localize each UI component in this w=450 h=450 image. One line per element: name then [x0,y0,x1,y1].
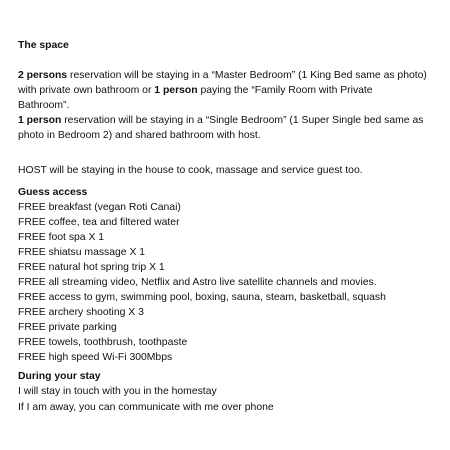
space-paragraph-1-line-3: Bathroom”. [18,100,70,111]
space-heading: The space [18,40,69,51]
guest-access-item: FREE breakfast (vegan Roti Canai) [18,202,181,213]
guest-access-item: FREE foot spa X 1 [18,232,105,243]
guest-access-item: FREE high speed Wi-Fi 300Mbps [18,352,173,363]
guest-access-item: FREE access to gym, swimming pool, boxing, sauna, steam, basketball, squash [18,292,386,303]
one-person-bold: 1 person [154,85,198,96]
space-paragraph-2-line-1 [18,114,423,127]
guest-access-item: FREE natural hot spring trip X 1 [18,262,165,273]
guest-access-item: FREE towels, toothbrush, toothpaste [18,337,188,348]
guest-access-item: FREE all streaming video, Netflix and Astro live satellite channels and movies. [18,277,377,288]
host-line: HOST will be staying in the house to cook, massage and service guest too. [18,165,363,176]
two-persons-bold: 2 persons [18,70,68,81]
space-paragraph-2-line-2: photo in Bedroom 2) and shared bathroom with host. [18,130,261,141]
space-text: reservation will be staying in a “Single Bedroom” (1 Super Single bed same as [61,115,424,126]
one-person-bold: 1 person [18,115,62,126]
during-stay-line: If I am away, you can communicate with me over phone [18,402,274,413]
guest-access-item: FREE shiatsu massage X 1 [18,247,146,258]
during-stay-line: I will stay in touch with you in the homestay [18,386,217,397]
space-text: paying the “Family Room with Private [197,85,373,96]
guest-access-item: FREE archery shooting X 3 [18,307,144,318]
guest-access-item: FREE coffee, tea and filtered water [18,217,180,228]
space-text: with private own bathroom or [18,85,155,96]
space-paragraph-1-line-1 [18,69,427,82]
space-text: reservation will be staying in a “Master Bedroom” (1 King Bed same as photo) [67,70,427,81]
guest-access-item: FREE private parking [18,322,117,333]
space-paragraph-1-line-2 [18,84,373,97]
guest-access-heading: Guess access [18,187,88,198]
during-stay-heading: During your stay [18,371,101,382]
